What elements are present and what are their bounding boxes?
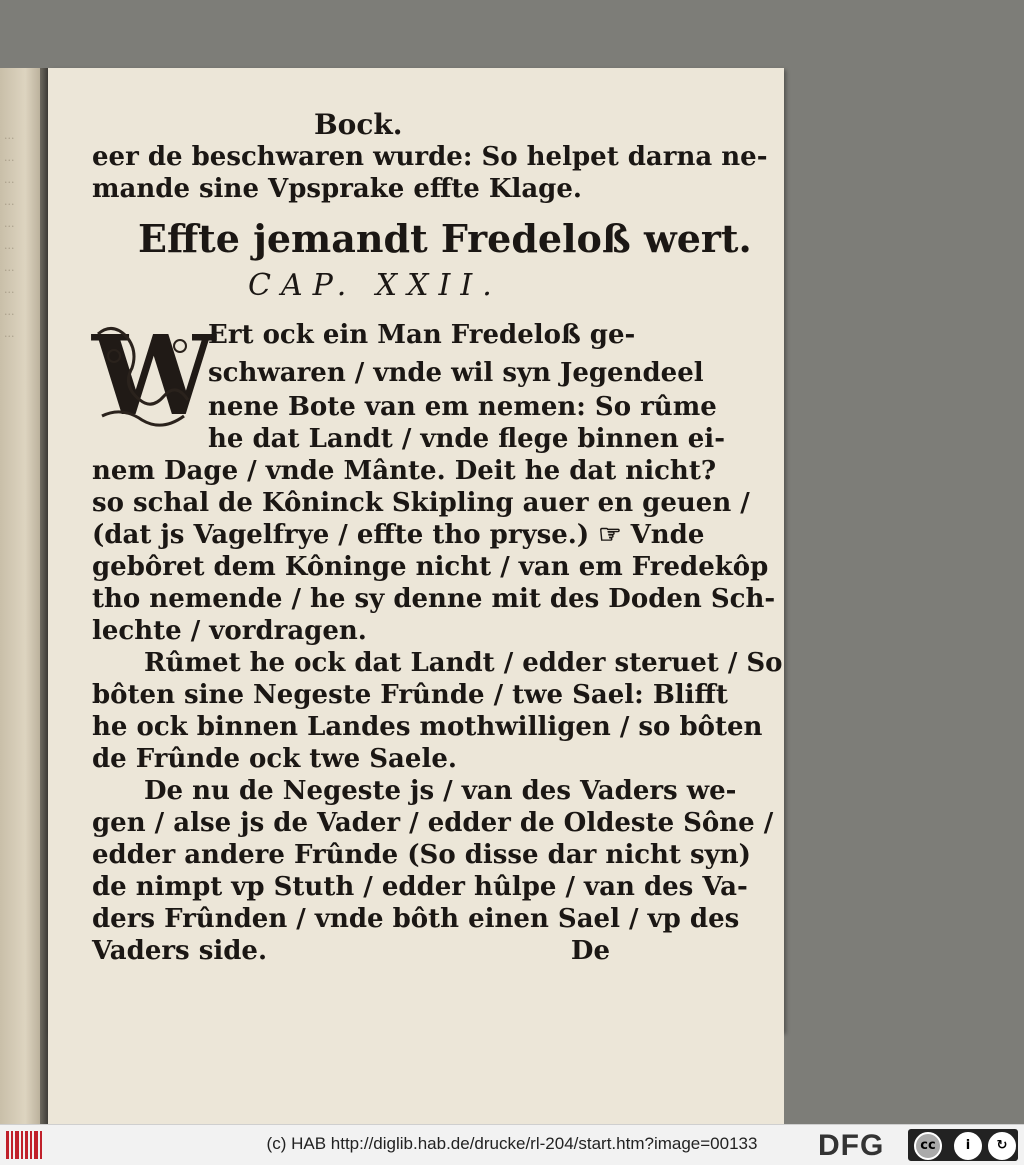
text-line: nem Dage / vnde Mânte. Deit he dat nicht?: [92, 456, 717, 486]
cc-license-badge[interactable]: [908, 1129, 1018, 1161]
text-line: schwaren / vnde wil syn Jegendeel: [208, 358, 704, 388]
book-gutter: [40, 68, 48, 1124]
catchword: De: [570, 936, 610, 966]
dfg-logo: DFG: [818, 1129, 885, 1162]
text-line: nene Bote van em nemen: So rûme: [208, 392, 717, 422]
text-line: Rûmet he ock dat Landt / edder steruet / So: [144, 648, 783, 678]
ornamental-initial: [92, 311, 216, 440]
text-line: Ert ock ein Man Fredeloß ge-: [208, 320, 636, 350]
text-line: tho nemende / he sy denne mit des Doden Sch-: [92, 584, 776, 614]
text-line: so schal de Kôninck Skipling auer en geuen /: [92, 488, 750, 518]
book-page-bottom: [48, 1032, 784, 1124]
text-line: he dat Landt / vnde flege binnen ei-: [208, 424, 725, 454]
text-line: gebôret dem Kôninge nicht / van em Fredekôp: [92, 552, 769, 582]
text-line: edder andere Frûnde (So disse dar nicht syn): [92, 840, 751, 870]
left-page-bleed-text: ··· ··· ··· ··· ··· ··· ··· ··· ··· ···: [4, 132, 15, 343]
footer-bar: [0, 1124, 1024, 1165]
text-line: eer de beschwaren wurde: So helpet darna ne-: [92, 142, 768, 172]
text-line: (dat js Vagelfrye / effte tho pryse.) ☞ Vnde: [92, 520, 705, 550]
left-facing-page: [0, 68, 42, 1124]
chapter-heading: Effte jemandt Fredeloß wert.: [138, 216, 752, 261]
text-line: de nimpt vp Stuth / edder hûlpe / van des Va-: [92, 872, 748, 902]
text-line: de Frûnde ock twe Saele.: [92, 744, 457, 774]
text-line: Vaders side.: [92, 936, 268, 966]
text-line: De nu de Negeste js / van des Vaders we-: [144, 776, 737, 806]
text-line: ders Frûnden / vnde bôth einen Sael / vp des: [92, 904, 740, 934]
by-person-icon: i: [954, 1132, 982, 1160]
license-label-by: BY: [960, 1151, 972, 1161]
citation-link[interactable]: (c) HAB http://diglib.hab.de/drucke/rl-204/start.htm?image=00133: [266, 1134, 758, 1153]
cc-icon: cc: [914, 1132, 942, 1160]
text-line: mande sine Vpsprake effte Klage.: [92, 174, 582, 204]
running-head: Bock.: [314, 108, 403, 141]
text-line: he ock binnen Landes mothwilligen / so bôten: [92, 712, 763, 742]
text-line: bôten sine Negeste Frûnde / twe Sael: Blifft: [92, 680, 728, 710]
license-label-sa: SA: [994, 1151, 1007, 1161]
text-line: lechte / vordragen.: [92, 616, 367, 646]
text-line: gen / alse js de Vader / edder de Oldeste Sône /: [92, 808, 774, 838]
book-page: [48, 68, 784, 1032]
initial-letter: W: [92, 311, 216, 440]
chapter-number: CAP. XXII.: [248, 268, 502, 303]
share-alike-icon: ↻: [988, 1132, 1016, 1160]
initial-ornament-icon: [92, 316, 202, 436]
